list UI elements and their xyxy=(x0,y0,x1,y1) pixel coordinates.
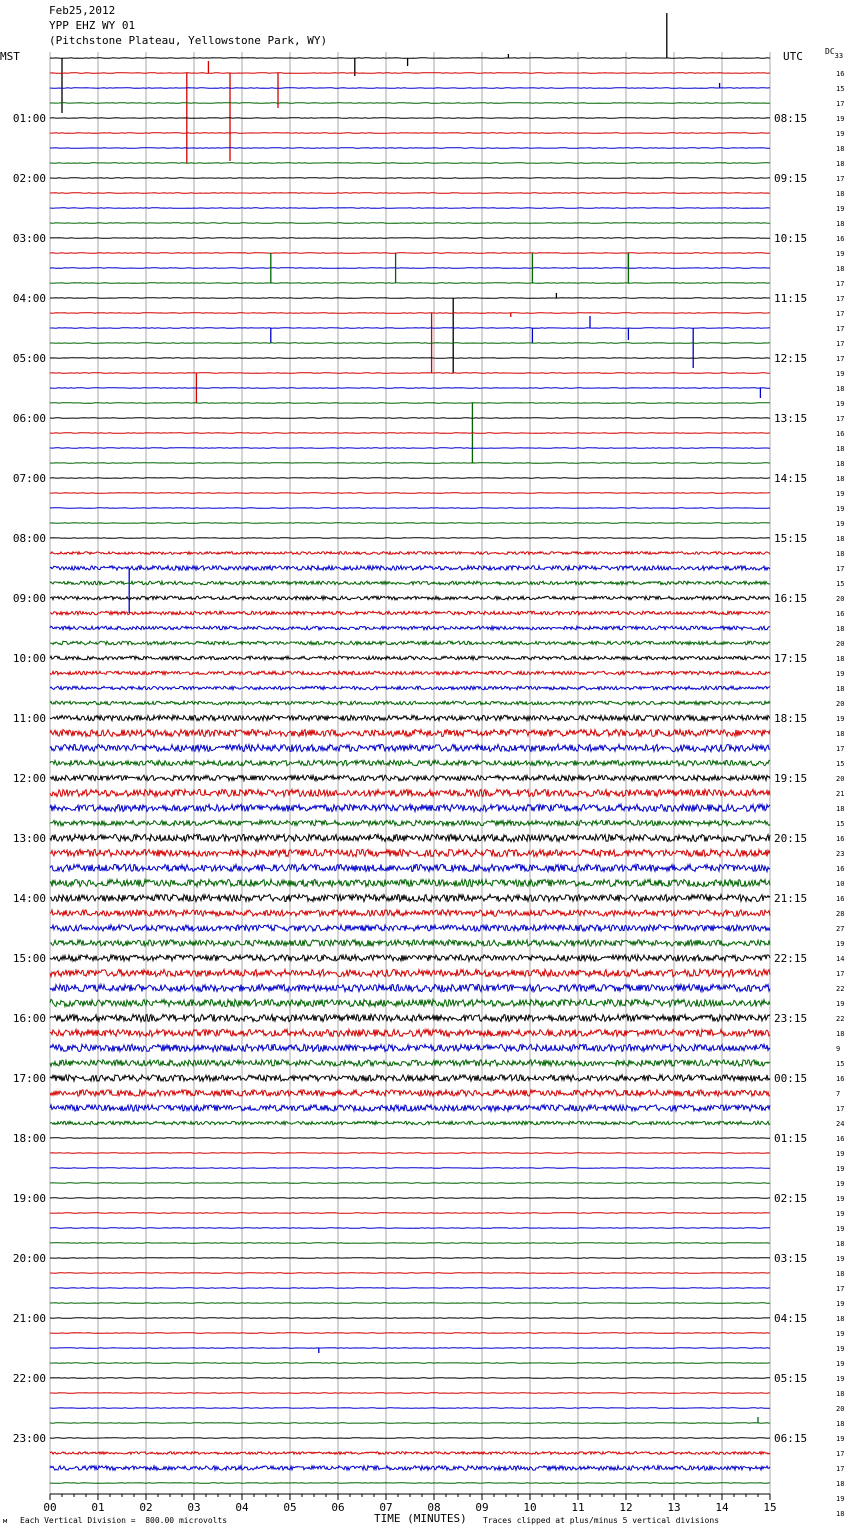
x-tick-label-11: 11 xyxy=(571,1501,585,1514)
trace-48 xyxy=(50,775,770,780)
mst-label-16: 17:00 xyxy=(12,1072,46,1085)
dc-offset-72: 16 xyxy=(836,1135,845,1143)
mst-label-10: 11:00 xyxy=(12,712,46,725)
dc-offset-46: 17 xyxy=(836,745,845,753)
utc-label-7: 15:15 xyxy=(774,532,808,545)
x-tick-label-15: 15 xyxy=(763,1501,777,1514)
x-axis-title: TIME (MINUTES) xyxy=(374,1512,467,1525)
trace-63 xyxy=(50,999,770,1006)
trace-50 xyxy=(50,804,770,811)
trace-38 xyxy=(50,626,770,630)
dc-offset-61: 17 xyxy=(836,970,845,978)
dc-offset-94: 17 xyxy=(836,1465,845,1473)
trace-61 xyxy=(50,969,770,976)
mst-label-20: 21:00 xyxy=(12,1312,46,1325)
trace-13 xyxy=(50,253,770,254)
header-station: YPP EHZ WY 01 xyxy=(49,19,136,32)
trace-70 xyxy=(50,1105,770,1111)
utc-label-20: 04:15 xyxy=(774,1312,808,1325)
dc-offset-78: 19 xyxy=(836,1225,845,1233)
trace-25 xyxy=(50,433,770,434)
trace-20 xyxy=(50,358,770,359)
dc-offset-41: 19 xyxy=(836,670,845,678)
trace-31 xyxy=(50,523,770,524)
mst-label-1: 02:00 xyxy=(12,172,46,185)
trace-51 xyxy=(50,820,770,825)
trace-43 xyxy=(50,701,770,705)
dc-offset-29: 19 xyxy=(836,490,845,498)
x-tick-label-00: 00 xyxy=(43,1501,57,1514)
trace-8 xyxy=(50,178,770,179)
mst-label-6: 07:00 xyxy=(12,472,46,485)
trace-90 xyxy=(50,1408,770,1409)
x-tick-label-01: 01 xyxy=(91,1501,105,1514)
utc-label-12: 20:15 xyxy=(774,832,808,845)
utc-label-19: 03:15 xyxy=(774,1252,808,1265)
dc-offset-45: 18 xyxy=(836,730,845,738)
trace-2 xyxy=(50,88,770,89)
dc-offset-36: 20 xyxy=(836,595,845,603)
trace-28 xyxy=(50,478,770,479)
trace-46 xyxy=(50,744,770,751)
trace-93 xyxy=(50,1452,770,1455)
dc-offset-21: 19 xyxy=(836,370,845,378)
trace-68 xyxy=(50,1075,770,1081)
trace-81 xyxy=(50,1273,770,1274)
dc-offset-84: 18 xyxy=(836,1315,845,1323)
mst-label-7: 08:00 xyxy=(12,532,46,545)
trace-72 xyxy=(50,1138,770,1139)
dc-offset-70: 17 xyxy=(836,1105,845,1113)
mst-label-8: 09:00 xyxy=(12,592,46,605)
trace-73 xyxy=(50,1153,770,1154)
trace-35 xyxy=(50,581,770,585)
dc-offset-63: 19 xyxy=(836,1000,845,1008)
dc-offset-54: 16 xyxy=(836,865,845,873)
dc-offset-33: 18 xyxy=(836,550,845,558)
x-tick-label-03: 03 xyxy=(187,1501,201,1514)
seismic-traces xyxy=(50,13,770,1483)
dc-offset-4: 19 xyxy=(836,115,845,123)
dc-offset-6: 18 xyxy=(836,145,845,153)
trace-57 xyxy=(50,910,770,916)
trace-65 xyxy=(50,1029,770,1036)
x-tick-label-14: 14 xyxy=(715,1501,729,1514)
trace-44 xyxy=(50,715,770,720)
dc-offset-7: 18 xyxy=(836,160,845,168)
x-tick-label-08: 08 xyxy=(427,1501,441,1514)
right-timezone-label: UTC xyxy=(783,50,803,63)
mst-label-4: 05:00 xyxy=(12,352,46,365)
dc-offset-53: 23 xyxy=(836,850,845,858)
mst-label-15: 16:00 xyxy=(12,1012,46,1025)
trace-32 xyxy=(50,538,770,539)
dc-offset-32: 18 xyxy=(836,535,845,543)
utc-label-2: 10:15 xyxy=(774,232,808,245)
dc-offset-25: 16 xyxy=(836,430,845,438)
dc-offset-31: 19 xyxy=(836,520,845,528)
x-tick-label-04: 04 xyxy=(235,1501,249,1514)
utc-label-13: 21:15 xyxy=(774,892,808,905)
dc-label: DC33 xyxy=(825,47,844,60)
trace-15 xyxy=(50,283,770,284)
dc-offset-38: 18 xyxy=(836,625,845,633)
trace-86 xyxy=(50,1348,770,1349)
dc-offset-96: 19 xyxy=(836,1495,845,1503)
trace-66 xyxy=(50,1044,770,1051)
dc-offset-42: 18 xyxy=(836,685,845,693)
dc-offset-47: 15 xyxy=(836,760,845,768)
utc-label-17: 01:15 xyxy=(774,1132,808,1145)
dc-offset-26: 18 xyxy=(836,445,845,453)
dc-offset-57: 28 xyxy=(836,910,845,918)
dc-offset-44: 19 xyxy=(836,715,845,723)
trace-5 xyxy=(50,133,770,134)
trace-24 xyxy=(50,418,770,419)
dc-offset-67: 15 xyxy=(836,1060,845,1068)
mst-label-18: 19:00 xyxy=(12,1192,46,1205)
dc-offset-48: 20 xyxy=(836,775,845,783)
utc-label-4: 12:15 xyxy=(774,352,808,365)
utc-label-16: 00:15 xyxy=(774,1072,808,1085)
mst-label-2: 03:00 xyxy=(12,232,46,245)
trace-39 xyxy=(50,641,770,645)
trace-3 xyxy=(50,103,770,104)
x-tick-label-12: 12 xyxy=(619,1501,633,1514)
trace-47 xyxy=(50,760,770,765)
dc-offset-93: 17 xyxy=(836,1450,845,1458)
dc-offset-30: 19 xyxy=(836,505,845,513)
utc-label-15: 23:15 xyxy=(774,1012,808,1025)
mst-label-9: 10:00 xyxy=(12,652,46,665)
dc-offset-43: 20 xyxy=(836,700,845,708)
utc-label-0: 08:15 xyxy=(774,112,808,125)
trace-82 xyxy=(50,1288,770,1289)
dc-offset-35: 15 xyxy=(836,580,845,588)
dc-offset-62: 22 xyxy=(836,985,845,993)
dc-offset-87: 19 xyxy=(836,1360,845,1368)
header-location: (Pitchstone Plateau, Yellowstone Park, WY) xyxy=(49,34,328,47)
trace-56 xyxy=(50,894,770,901)
corner-mark: м xyxy=(3,1517,8,1525)
mst-label-11: 12:00 xyxy=(12,772,46,785)
x-tick-label-05: 05 xyxy=(283,1501,297,1514)
dc-offset-8: 17 xyxy=(836,175,845,183)
utc-label-11: 19:15 xyxy=(774,772,808,785)
mst-label-0: 01:00 xyxy=(12,112,46,125)
dc-offset-90: 20 xyxy=(836,1405,845,1413)
dc-offset-86: 19 xyxy=(836,1345,845,1353)
trace-89 xyxy=(50,1393,770,1394)
dc-offset-65: 18 xyxy=(836,1030,845,1038)
dc-offset-81: 18 xyxy=(836,1270,845,1278)
utc-label-14: 22:15 xyxy=(774,952,808,965)
x-tick-label-10: 10 xyxy=(523,1501,537,1514)
trace-67 xyxy=(50,1060,770,1066)
mst-label-13: 14:00 xyxy=(12,892,46,905)
clip-note: Traces clipped at plus/minus 5 vertical divisions xyxy=(483,1516,720,1525)
mst-label-17: 18:00 xyxy=(12,1132,46,1145)
dc-offset-17: 17 xyxy=(836,310,845,318)
dc-offset-40: 18 xyxy=(836,655,845,663)
dc-offset-79: 18 xyxy=(836,1240,845,1248)
trace-1 xyxy=(50,73,770,74)
dc-offset-9: 18 xyxy=(836,190,845,198)
dc-offset-14: 18 xyxy=(836,265,845,273)
dc-offset-76: 19 xyxy=(836,1195,845,1203)
trace-87 xyxy=(50,1363,770,1364)
x-tick-label-07: 07 xyxy=(379,1501,393,1514)
trace-78 xyxy=(50,1228,770,1229)
trace-21 xyxy=(50,373,770,374)
utc-label-21: 05:15 xyxy=(774,1372,808,1385)
dc-offset-69: 7 xyxy=(836,1090,841,1098)
trace-92 xyxy=(50,1438,770,1439)
trace-7 xyxy=(50,163,770,164)
trace-12 xyxy=(50,238,770,239)
trace-60 xyxy=(50,955,770,961)
x-tick-label-13: 13 xyxy=(667,1501,681,1514)
trace-76 xyxy=(50,1198,770,1199)
trace-59 xyxy=(50,940,770,946)
trace-53 xyxy=(50,849,770,856)
utc-label-5: 13:15 xyxy=(774,412,808,425)
trace-54 xyxy=(50,864,770,871)
dc-offset-88: 19 xyxy=(836,1375,845,1383)
trace-17 xyxy=(50,313,770,314)
dc-offset-11: 18 xyxy=(836,220,845,228)
mst-label-3: 04:00 xyxy=(12,292,46,305)
dc-offset-24: 17 xyxy=(836,415,845,423)
trace-83 xyxy=(50,1303,770,1304)
trace-77 xyxy=(50,1213,770,1214)
dc-offset-19: 17 xyxy=(836,340,845,348)
dc-offset-97: 18 xyxy=(836,1510,845,1518)
x-tick-label-02: 02 xyxy=(139,1501,153,1514)
dc-offset-64: 22 xyxy=(836,1015,845,1023)
trace-37 xyxy=(50,611,770,615)
dc-offset-50: 18 xyxy=(836,805,845,813)
trace-45 xyxy=(50,729,770,736)
dc-offset-2: 15 xyxy=(836,85,845,93)
dc-offset-74: 19 xyxy=(836,1165,845,1173)
x-tick-label-06: 06 xyxy=(331,1501,345,1514)
dc-offset-18: 17 xyxy=(836,325,845,333)
x-tick-label-09: 09 xyxy=(475,1501,489,1514)
utc-label-10: 18:15 xyxy=(774,712,808,725)
dc-offset-51: 15 xyxy=(836,820,845,828)
trace-9 xyxy=(50,193,770,194)
dc-offset-10: 19 xyxy=(836,205,845,213)
x-axis xyxy=(43,1494,776,1514)
dc-offset-52: 16 xyxy=(836,835,845,843)
dc-offset-15: 17 xyxy=(836,280,845,288)
trace-55 xyxy=(50,879,770,886)
trace-19 xyxy=(50,343,770,344)
mst-label-22: 23:00 xyxy=(12,1432,46,1445)
trace-79 xyxy=(50,1243,770,1244)
dc-offset-56: 16 xyxy=(836,895,845,903)
mst-label-5: 06:00 xyxy=(12,412,46,425)
dc-offset-89: 18 xyxy=(836,1390,845,1398)
dc-offset-83: 19 xyxy=(836,1300,845,1308)
trace-6 xyxy=(50,148,770,149)
trace-0 xyxy=(50,58,770,59)
dc-offset-77: 19 xyxy=(836,1210,845,1218)
dc-offset-85: 19 xyxy=(836,1330,845,1338)
trace-30 xyxy=(50,508,770,509)
utc-label-8: 16:15 xyxy=(774,592,808,605)
dc-offset-22: 18 xyxy=(836,385,845,393)
trace-41 xyxy=(50,671,770,675)
dc-offset-82: 17 xyxy=(836,1285,845,1293)
dc-offset-66: 9 xyxy=(836,1045,841,1053)
trace-80 xyxy=(50,1258,770,1259)
mst-label-19: 20:00 xyxy=(12,1252,46,1265)
utc-label-18: 02:15 xyxy=(774,1192,808,1205)
dc-offset-73: 19 xyxy=(836,1150,845,1158)
dc-offset-23: 19 xyxy=(836,400,845,408)
dc-offset-91: 18 xyxy=(836,1420,845,1428)
trace-36 xyxy=(50,596,770,600)
dc-offset-34: 17 xyxy=(836,565,845,573)
dc-offset-13: 19 xyxy=(836,250,845,258)
trace-58 xyxy=(50,925,770,931)
trace-26 xyxy=(50,448,770,449)
dc-offset-39: 20 xyxy=(836,640,845,648)
trace-42 xyxy=(50,686,770,690)
trace-64 xyxy=(50,1014,770,1021)
trace-75 xyxy=(50,1183,770,1184)
dc-offset-37: 16 xyxy=(836,610,845,618)
dc-offset-92: 19 xyxy=(836,1435,845,1443)
dc-offset-3: 17 xyxy=(836,100,845,108)
dc-offset-55: 10 xyxy=(836,880,845,888)
header-date: Feb25,2012 xyxy=(49,4,116,17)
trace-84 xyxy=(50,1318,770,1319)
dc-offset-20: 17 xyxy=(836,355,845,363)
trace-33 xyxy=(50,552,770,555)
dc-offset-28: 18 xyxy=(836,475,845,483)
dc-offset-12: 16 xyxy=(836,235,845,243)
dc-offset-95: 18 xyxy=(836,1480,845,1488)
trace-88 xyxy=(50,1378,770,1379)
dc-offset-5: 19 xyxy=(836,130,845,138)
trace-85 xyxy=(50,1333,770,1334)
trace-27 xyxy=(50,463,770,464)
dc-offset-58: 27 xyxy=(836,925,845,933)
mst-label-14: 15:00 xyxy=(12,952,46,965)
trace-29 xyxy=(50,493,770,494)
dc-offset-68: 16 xyxy=(836,1075,845,1083)
trace-14 xyxy=(50,268,770,269)
dc-offset-27: 18 xyxy=(836,460,845,468)
trace-18 xyxy=(50,328,770,329)
trace-69 xyxy=(50,1090,770,1096)
trace-23 xyxy=(50,403,770,404)
dc-offset-80: 19 xyxy=(836,1255,845,1263)
dc-offset-75: 19 xyxy=(836,1180,845,1188)
left-timezone-label: MST xyxy=(0,50,20,63)
trace-95 xyxy=(50,1483,770,1484)
dc-offset-71: 24 xyxy=(836,1120,845,1128)
dc-offset-1: 16 xyxy=(836,70,845,78)
trace-40 xyxy=(50,656,770,660)
trace-16 xyxy=(50,298,770,299)
utc-label-6: 14:15 xyxy=(774,472,808,485)
trace-11 xyxy=(50,223,770,224)
dc-offset-59: 19 xyxy=(836,940,845,948)
trace-94 xyxy=(50,1466,770,1470)
mst-label-12: 13:00 xyxy=(12,832,46,845)
utc-label-3: 11:15 xyxy=(774,292,808,305)
utc-label-9: 17:15 xyxy=(774,652,808,665)
trace-49 xyxy=(50,789,770,796)
utc-label-1: 09:15 xyxy=(774,172,808,185)
trace-10 xyxy=(50,208,770,209)
dc-offset-60: 14 xyxy=(836,955,845,963)
dc-offset-16: 17 xyxy=(836,295,845,303)
trace-91 xyxy=(50,1423,770,1424)
trace-34 xyxy=(50,566,770,570)
utc-label-22: 06:15 xyxy=(774,1432,808,1445)
trace-62 xyxy=(50,984,770,991)
trace-22 xyxy=(50,388,770,389)
scale-note: Each Vertical Division = 800.00 microvolts xyxy=(20,1516,228,1525)
trace-74 xyxy=(50,1168,770,1169)
mst-label-21: 22:00 xyxy=(12,1372,46,1385)
dc-offset-49: 21 xyxy=(836,790,845,798)
trace-71 xyxy=(50,1121,770,1125)
trace-52 xyxy=(50,834,770,841)
trace-4 xyxy=(50,118,770,119)
